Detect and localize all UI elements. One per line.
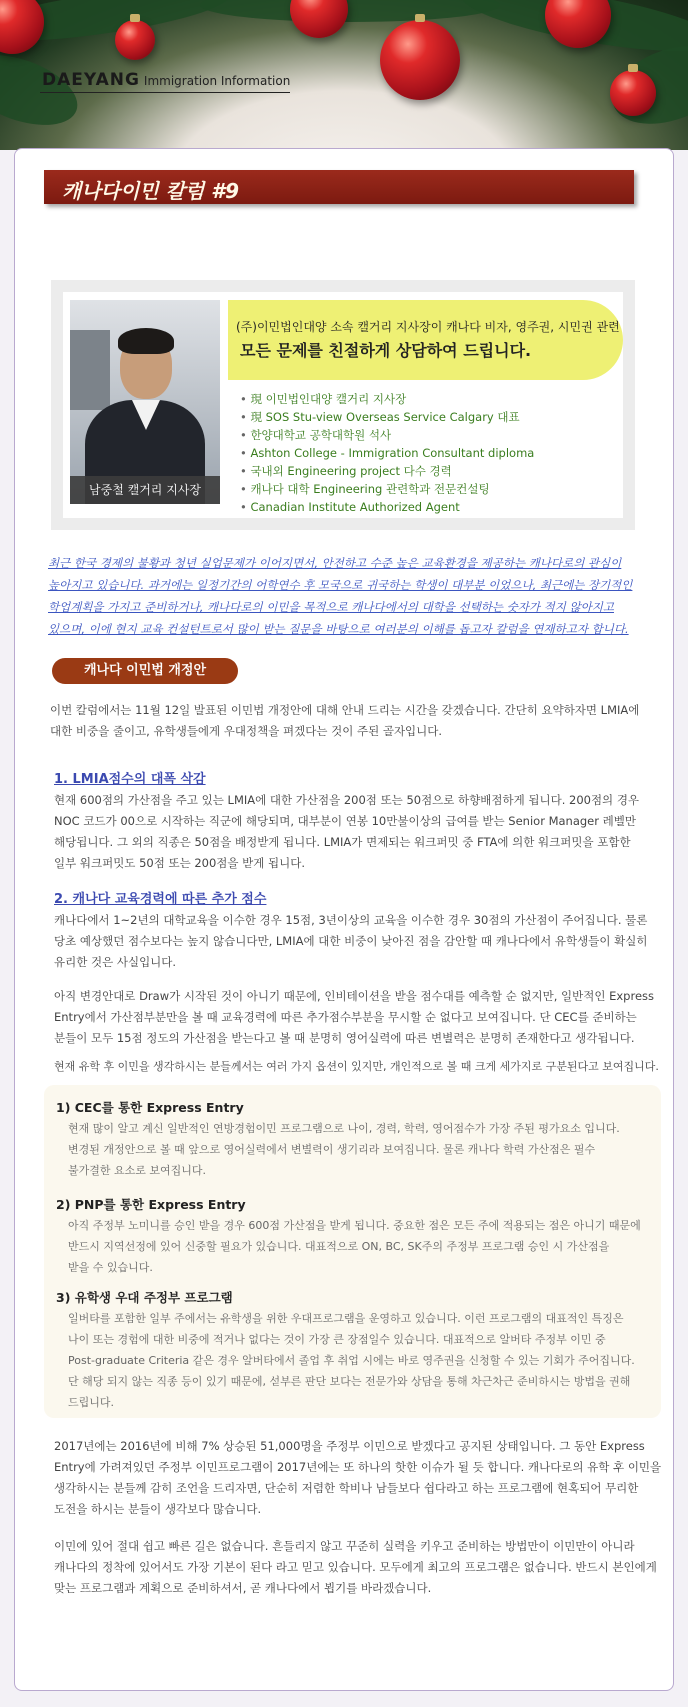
text-line: 생각하시는 분들께 감히 조언을 드리자면, 단순히 저렴한 학비나 남들보다 쉽다라고 하는 프로그램에 현혹되어 무리한 bbox=[54, 1481, 639, 1495]
text-line: 이민에 있어 절대 쉽고 빠른 길은 없습니다. 흔들리지 않고 꾸준히 실력을 키우고 준비하는 방법만이 이민만이 아니라 bbox=[54, 1539, 635, 1553]
credential-item: • Ashton College - Immigration Consultant diploma bbox=[240, 444, 534, 462]
ornament-ball bbox=[115, 20, 155, 60]
ornament-ball bbox=[290, 0, 348, 38]
option-paragraph bbox=[68, 1308, 658, 1413]
text-line: 아직 변경안대로 Draw가 시작된 것이 아니기 때문에, 인비테이션을 받을 점수대를 예측할 순 없지만, 일반적인 Express bbox=[54, 989, 655, 1003]
text-line: 받을 수 있습니다. bbox=[68, 1261, 153, 1274]
edu-paragraph-b bbox=[54, 986, 664, 1049]
headline-line-2: 모든 문제를 친절하게 상담하여 드립니다. bbox=[240, 341, 532, 360]
text-line: Entry에서 가산점부분만을 볼 때 교육경력에 따른 추가점수부분을 무시할 순 없다고 보여집니다. 단 CEC를 준비하는 bbox=[54, 1010, 637, 1024]
text-line: 단 해당 되지 않는 직종 등이 있기 때문에, 섣부른 판단 보다는 전문가와 상담을 통해 차근차근 준비하시는 방법을 권해 bbox=[68, 1375, 631, 1388]
text-line: 캐나다에서 1~2년의 대학교육을 이수한 경우 15점, 3년이상의 교육을 이수한 경우 30점의 가산점이 주어집니다. 물론 bbox=[54, 913, 648, 927]
summary-paragraph bbox=[50, 700, 660, 742]
option-heading: 3) 유학생 우대 주정부 프로그램 bbox=[56, 1290, 233, 1305]
ornament-ball bbox=[610, 70, 656, 116]
credential-list bbox=[240, 390, 534, 516]
text-line: 나이 또는 경험에 대한 비중에 적거나 없다는 것이 가장 큰 장점일수 있습니다. 대표적으로 알버타 주정부 이민 중 bbox=[68, 1333, 606, 1346]
profile-caption: 남중철 캘거리 지사장 bbox=[70, 476, 220, 504]
option-heading: 1) CEC를 통한 Express Entry bbox=[56, 1100, 244, 1115]
text-line: 반드시 지역선정에 있어 신중할 필요가 있습니다. 대표적으로 ON, BC, SK주의 주정부 프로그램 승인 시 가산점을 bbox=[68, 1240, 610, 1253]
lmia-heading: 1. LMIA점수의 대폭 삭감 bbox=[54, 772, 206, 787]
intro-line: 학업계획을 가지고 준비하거나, 캐나다로의 이민을 목적으로 캐나다에서의 대학을 선택하는 숫자가 적지 않아지고 bbox=[48, 600, 614, 614]
text-line: 대한 비중을 줄이고, 유학생들에게 우대정책을 펴겠다는 것이 주된 골자입니다. bbox=[50, 724, 443, 738]
lmia-paragraph bbox=[54, 790, 664, 874]
option-paragraph bbox=[68, 1215, 658, 1278]
closing-paragraph-b bbox=[54, 1536, 664, 1599]
pine-branch bbox=[200, 0, 500, 22]
brand-logo: DAEYANG Immigration Information bbox=[42, 70, 291, 90]
credential-item: • 한양대학교 공학대학원 석사 bbox=[240, 426, 534, 444]
intro-line: 있으며, 이에 현지 교육 컨설턴트로서 많이 받는 질문을 바탕으로 여러분의 이해를 돕고자 칼럼을 연재하고자 합니다. bbox=[48, 622, 629, 636]
text-line: 드립니다. bbox=[68, 1396, 115, 1409]
text-line: 현재 많이 알고 계신 일반적인 연방경험이민 프로그램으로 나이, 경력, 학력, 영어점수가 가장 주된 평가요소 입니다. bbox=[68, 1122, 620, 1135]
credential-item: • Canadian Institute Authorized Agent bbox=[240, 498, 534, 516]
intro-text bbox=[48, 552, 648, 640]
text-line: 일부 워크퍼밋도 50점 또는 200점을 받게 됩니다. bbox=[54, 856, 306, 870]
brand-underline bbox=[40, 92, 290, 93]
pine-branch bbox=[0, 41, 87, 138]
profile-photo bbox=[70, 300, 220, 504]
text-line: 일버타를 포함한 일부 주에서는 유학생을 위한 우대프로그램을 운영하고 있습니다. 이런 프로그램의 대표적인 특징은 bbox=[68, 1312, 624, 1325]
text-line: 해당됩니다. 그 외의 직종은 50점을 배정받게 됩니다. LMIA가 면제되는 워크퍼밋 중 FTA에 의한 워크퍼밋을 포함한 bbox=[54, 835, 631, 849]
closing-paragraph-a bbox=[54, 1436, 664, 1520]
text-line: 현재 600점의 가산점을 주고 있는 LMIA에 대한 가산점을 200점 또는 50점으로 하향배점하게 됩니다. 200점의 경우 bbox=[54, 793, 640, 807]
ornament-ball bbox=[0, 0, 44, 54]
text-line: Post-graduate Criteria 같은 경우 알버타에서 졸업 후 취업 시에는 바로 영주권을 신청할 수 있는 기회가 주어집니다. bbox=[68, 1354, 635, 1367]
option-paragraph bbox=[68, 1118, 658, 1181]
text-line: 도전을 하시는 분들이 생각보다 많습니다. bbox=[54, 1502, 262, 1516]
edu-paragraph-a bbox=[54, 910, 664, 973]
column-title: 캐나다이민 칼럼 #9 bbox=[62, 179, 239, 203]
text-line: 캐나다의 정착에 있어서도 가장 기본이 된다 라고 믿고 있습니다. 모두에게 최고의 프로그램은 없습니다. 반드시 본인에게 bbox=[54, 1560, 657, 1574]
text-line: NOC 코드가 00으로 시작하는 직군에 해당되며, 대부분이 연봉 10만불이상의 급여를 받는 Senior Manager 레벨만 bbox=[54, 814, 636, 828]
section-title: 캐나다 이민법 개정안 bbox=[52, 658, 238, 684]
text-line: 2017년에는 2016년에 비해 7% 상승된 51,000명을 주정부 이민으로 받겠다고 공지된 상태입니다. 그 동안 Express bbox=[54, 1439, 645, 1453]
text-line: 맞는 프로그램과 계획으로 준비하셔서, 곧 캐나다에서 뵙기를 바라겠습니다. bbox=[54, 1581, 432, 1595]
credential-item: • 캐나다 대학 Engineering 관련학과 전문컨설팅 bbox=[240, 480, 534, 498]
text-line: 불가결한 요소로 보여집니다. bbox=[68, 1164, 207, 1177]
headline-line-1: (주)이민법인대양 소속 캘거리 지사장이 캐나다 비자, 영주권, 시민권 관련 bbox=[236, 320, 620, 334]
edu-paragraph-c: 현재 유학 후 이민을 생각하시는 분들께서는 여러 가지 옵션이 있지만, 개인적으로 볼 때 크게 세가지로 구분된다고 보여집니다. bbox=[54, 1060, 659, 1073]
edu-heading: 2. 캐나다 교육경력에 따른 추가 점수 bbox=[54, 892, 267, 907]
credential-item: • 現 SOS Stu-view Overseas Service Calgary 대표 bbox=[240, 408, 534, 426]
text-line: 아직 주정부 노미니를 승인 받을 경우 600점 가산점을 받게 됩니다. 중요한 점은 모든 주에 적용되는 점은 아니기 때문에 bbox=[68, 1219, 641, 1232]
credential-item: • 現 이민법인대양 캘거리 지사장 bbox=[240, 390, 534, 408]
text-line: 분들이 모두 15점 정도의 가산점을 받는다고 볼 때 분명히 영어실력에 따른 변별력은 분명히 존재한다고 생각됩니다. bbox=[54, 1031, 635, 1045]
text-line: 유리한 것은 사실입니다. bbox=[54, 955, 177, 969]
intro-line: 높아지고 있습니다. 과거에는 일정기간의 어학연수 후 모국으로 귀국하는 학생이 대부분 이었으나, 최근에는 장기적인 bbox=[48, 578, 633, 592]
text-line: 이번 칼럼에서는 11월 12일 발표된 이민법 개정안에 대해 안내 드리는 시간을 갖겠습니다. 간단히 요약하자면 LMIA에 bbox=[50, 703, 640, 717]
text-line: 당초 예상했던 점수보다는 높지 않습니다만, LMIA에 대한 비중이 낮아진 점을 감안할 때 캐나다에서 유학생들이 확실히 bbox=[54, 934, 648, 948]
option-heading: 2) PNP를 통한 Express Entry bbox=[56, 1197, 246, 1212]
text-line: 변경된 개정안으로 볼 때 앞으로 영어실력에서 변별력이 생기리라 보여집니다. 물론 캐나다 학력 가산점은 필수 bbox=[68, 1143, 596, 1156]
credential-item: • 국내외 Engineering project 다수 경력 bbox=[240, 462, 534, 480]
intro-line: 최근 한국 경제의 불황과 청년 실업문제가 이어지면서, 안전하고 수준 높은 교육환경을 제공하는 캐나다로의 관심이 bbox=[48, 556, 622, 570]
ornament-ball bbox=[380, 20, 460, 100]
text-line: Entry에 가려져있던 주정부 이민프로그램이 2017년에는 또 하나의 핫한 이슈가 될 듯 합니다. 캐나다로의 유학 후 이민을 bbox=[54, 1460, 662, 1474]
